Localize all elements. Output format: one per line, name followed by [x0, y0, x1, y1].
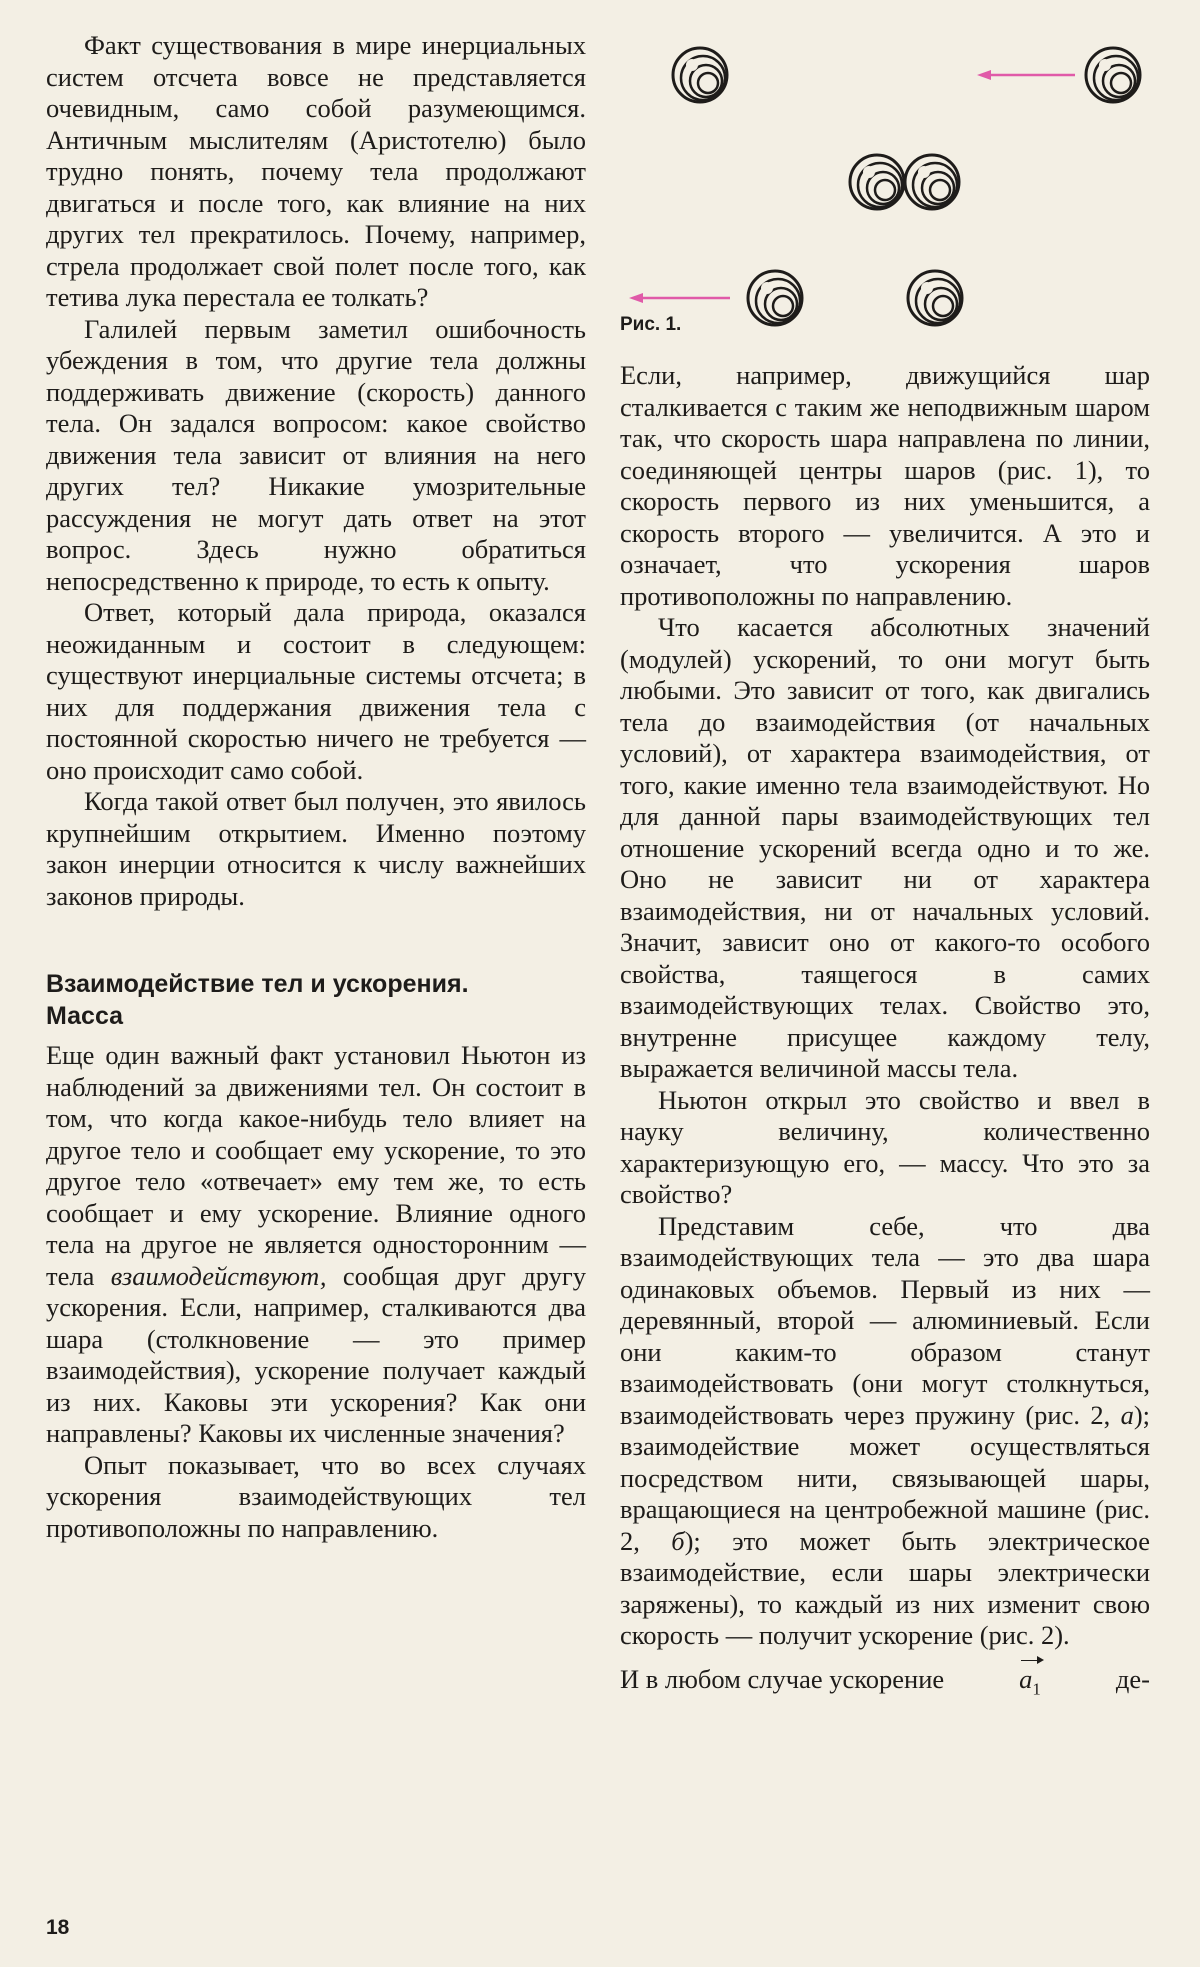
paragraph: [620, 1211, 1150, 1652]
left-column: [46, 30, 586, 1544]
paragraph: Ньютон открыл это свойство и ввел в науку величину, количественно характеризующую его, — массу. Что это за свойство?: [620, 1084, 1150, 1209]
ball-moving-after: [748, 271, 802, 325]
figure-1-drawing: [615, 30, 1175, 350]
paragraph: [46, 1040, 586, 1450]
text-run: ); взаимодействие может осуществляться посредством нити, связывающей шары, вращающиеся на центробежной машине (рис. 2,: [620, 1399, 1150, 1556]
paragraph: Когда такой ответ был получен, это явилось крупнейшим открытием. Именно поэтому закон инерции относится к числу важнейших законов природы.: [46, 786, 586, 911]
section-heading-line-2: Масса: [46, 1002, 124, 1030]
paragraph: Галилей первым заметил ошибочность убеждения в том, что другие тела должны поддерживать движение (скорость) данного тела. Он задался вопросом: какое свойство движения тела зависит от влияния на него других тел? Никакие умозрительные рассуждения не могут дать ответ на этот вопрос. Здесь нужно обратиться непосредственно к природе, то есть к опыту.: [46, 313, 586, 596]
arrow-velocity-before: [977, 70, 1075, 80]
figure-caption: Рис. 1.: [620, 314, 682, 335]
ball-colliding-left: [850, 155, 904, 209]
paragraph: Опыт показывает, что во всех случаях ускорения взаимодействующих тел противоположны по направлению.: [46, 1449, 586, 1543]
right-column: [620, 360, 1150, 1704]
acceleration-vector-symbol: [1019, 1664, 1041, 1705]
paragraph: Если, например, движущийся шар сталкивается с таким же неподвижным шаром так, что скорость шара направлена по линии, соединяющей центры шаров (рис. 1), то скорость первого из них уменьшится, а скорость второго — увеличится. А это и означает, что ускорения шаров противоположны по направлению.: [620, 360, 1150, 611]
figure-ref: б: [671, 1525, 685, 1556]
text-run: де-: [1115, 1663, 1150, 1694]
ball-colliding-right: [905, 155, 959, 209]
text-run: Еще один важный факт установил Ньютон из наблюдений за движениями тел. Он состоит в том, что когда какое-нибудь тело влияет на другое тело и сообщает ему ускорение, то это другое тело «отвечает» ему тем же, то есть сообщает и ему ускорение. Влияние одного тела на другое не является односторонним — тела: [46, 1040, 586, 1291]
vector-subscript: 1: [1032, 1678, 1041, 1698]
vector-letter: a: [1019, 1663, 1033, 1694]
ball-moving-before: [1086, 48, 1140, 102]
paragraph: Что касается абсолютных значений (модулей) ускорений, то они могут быть любыми. Это зависит от того, как двигались тела до взаимодействия (от начальных условий), от характера взаимодействия, от того, какие именно тела взаимодействуют. Но для данной пары взаимодействующих тел отношение ускорений всегда одно и то же. Оно не зависит ни от характера взаимодействия, ни от начальных условий. Значит, зависит оно от какого-то особого свойства, таящегося в самих взаимодействующих телах. Свойство это, внутренне присущее каждому телу, выражается величиной массы тела.: [620, 612, 1150, 1083]
section-heading-line-1: Взаимодействие тел и ускорения.: [46, 970, 469, 998]
text-run: И в любом случае ускорение: [620, 1663, 945, 1694]
text-run: ); это может быть электрическое взаимодействие, если шары электрически заряжены), то каждый из них изменит свою скорость — получит ускорение (рис. 2).: [620, 1525, 1150, 1650]
figure-1: [615, 30, 1175, 350]
text-run: Представим себе, что два взаимодействующих тела — это два шара одинаковых объемов. Первый из них — деревянный, второй — алюминиевый. Если они каким-то образом станут взаимодействовать (они могут столкнуться, взаимодействовать через пружину (рис. 2,: [620, 1210, 1150, 1430]
section-heading: [46, 968, 586, 1032]
ball-stationary-before: [673, 48, 727, 102]
page-number: 18: [46, 1916, 70, 1939]
emphasis: взаимодействуют,: [110, 1260, 327, 1291]
arrow-velocity-after: [629, 293, 730, 303]
text-run: сообщая друг другу ускорения. Если, например, сталкиваются два шара (столкновение — это пример взаимодействия), ускорение получает каждый из них. Каковы эти ускорения? Как они направлены? Каковы их численные значения?: [46, 1260, 586, 1448]
tail-line: [620, 1664, 1150, 1705]
paragraph: Ответ, который дала природа, оказался неожиданным и состоит в следующем: существуют инерциальные системы отсчета; в них для поддержания движения тела с постоянной скоростью ничего не требуется — оно происходит само собой.: [46, 597, 586, 785]
ball-stationary-after: [908, 271, 962, 325]
paragraph: Факт существования в мире инерциальных систем отсчета вовсе не представляется очевидным, само собой разумеющимся. Античным мыслителям (Аристотелю) было трудно понять, почему тела продолжают двигаться и после того, как влияние на них других тел прекратилось. Почему, например, стрела продолжает свой полет после того, как тетива лука перестала ее толкать?: [46, 30, 586, 312]
figure-ref: а: [1120, 1399, 1134, 1430]
